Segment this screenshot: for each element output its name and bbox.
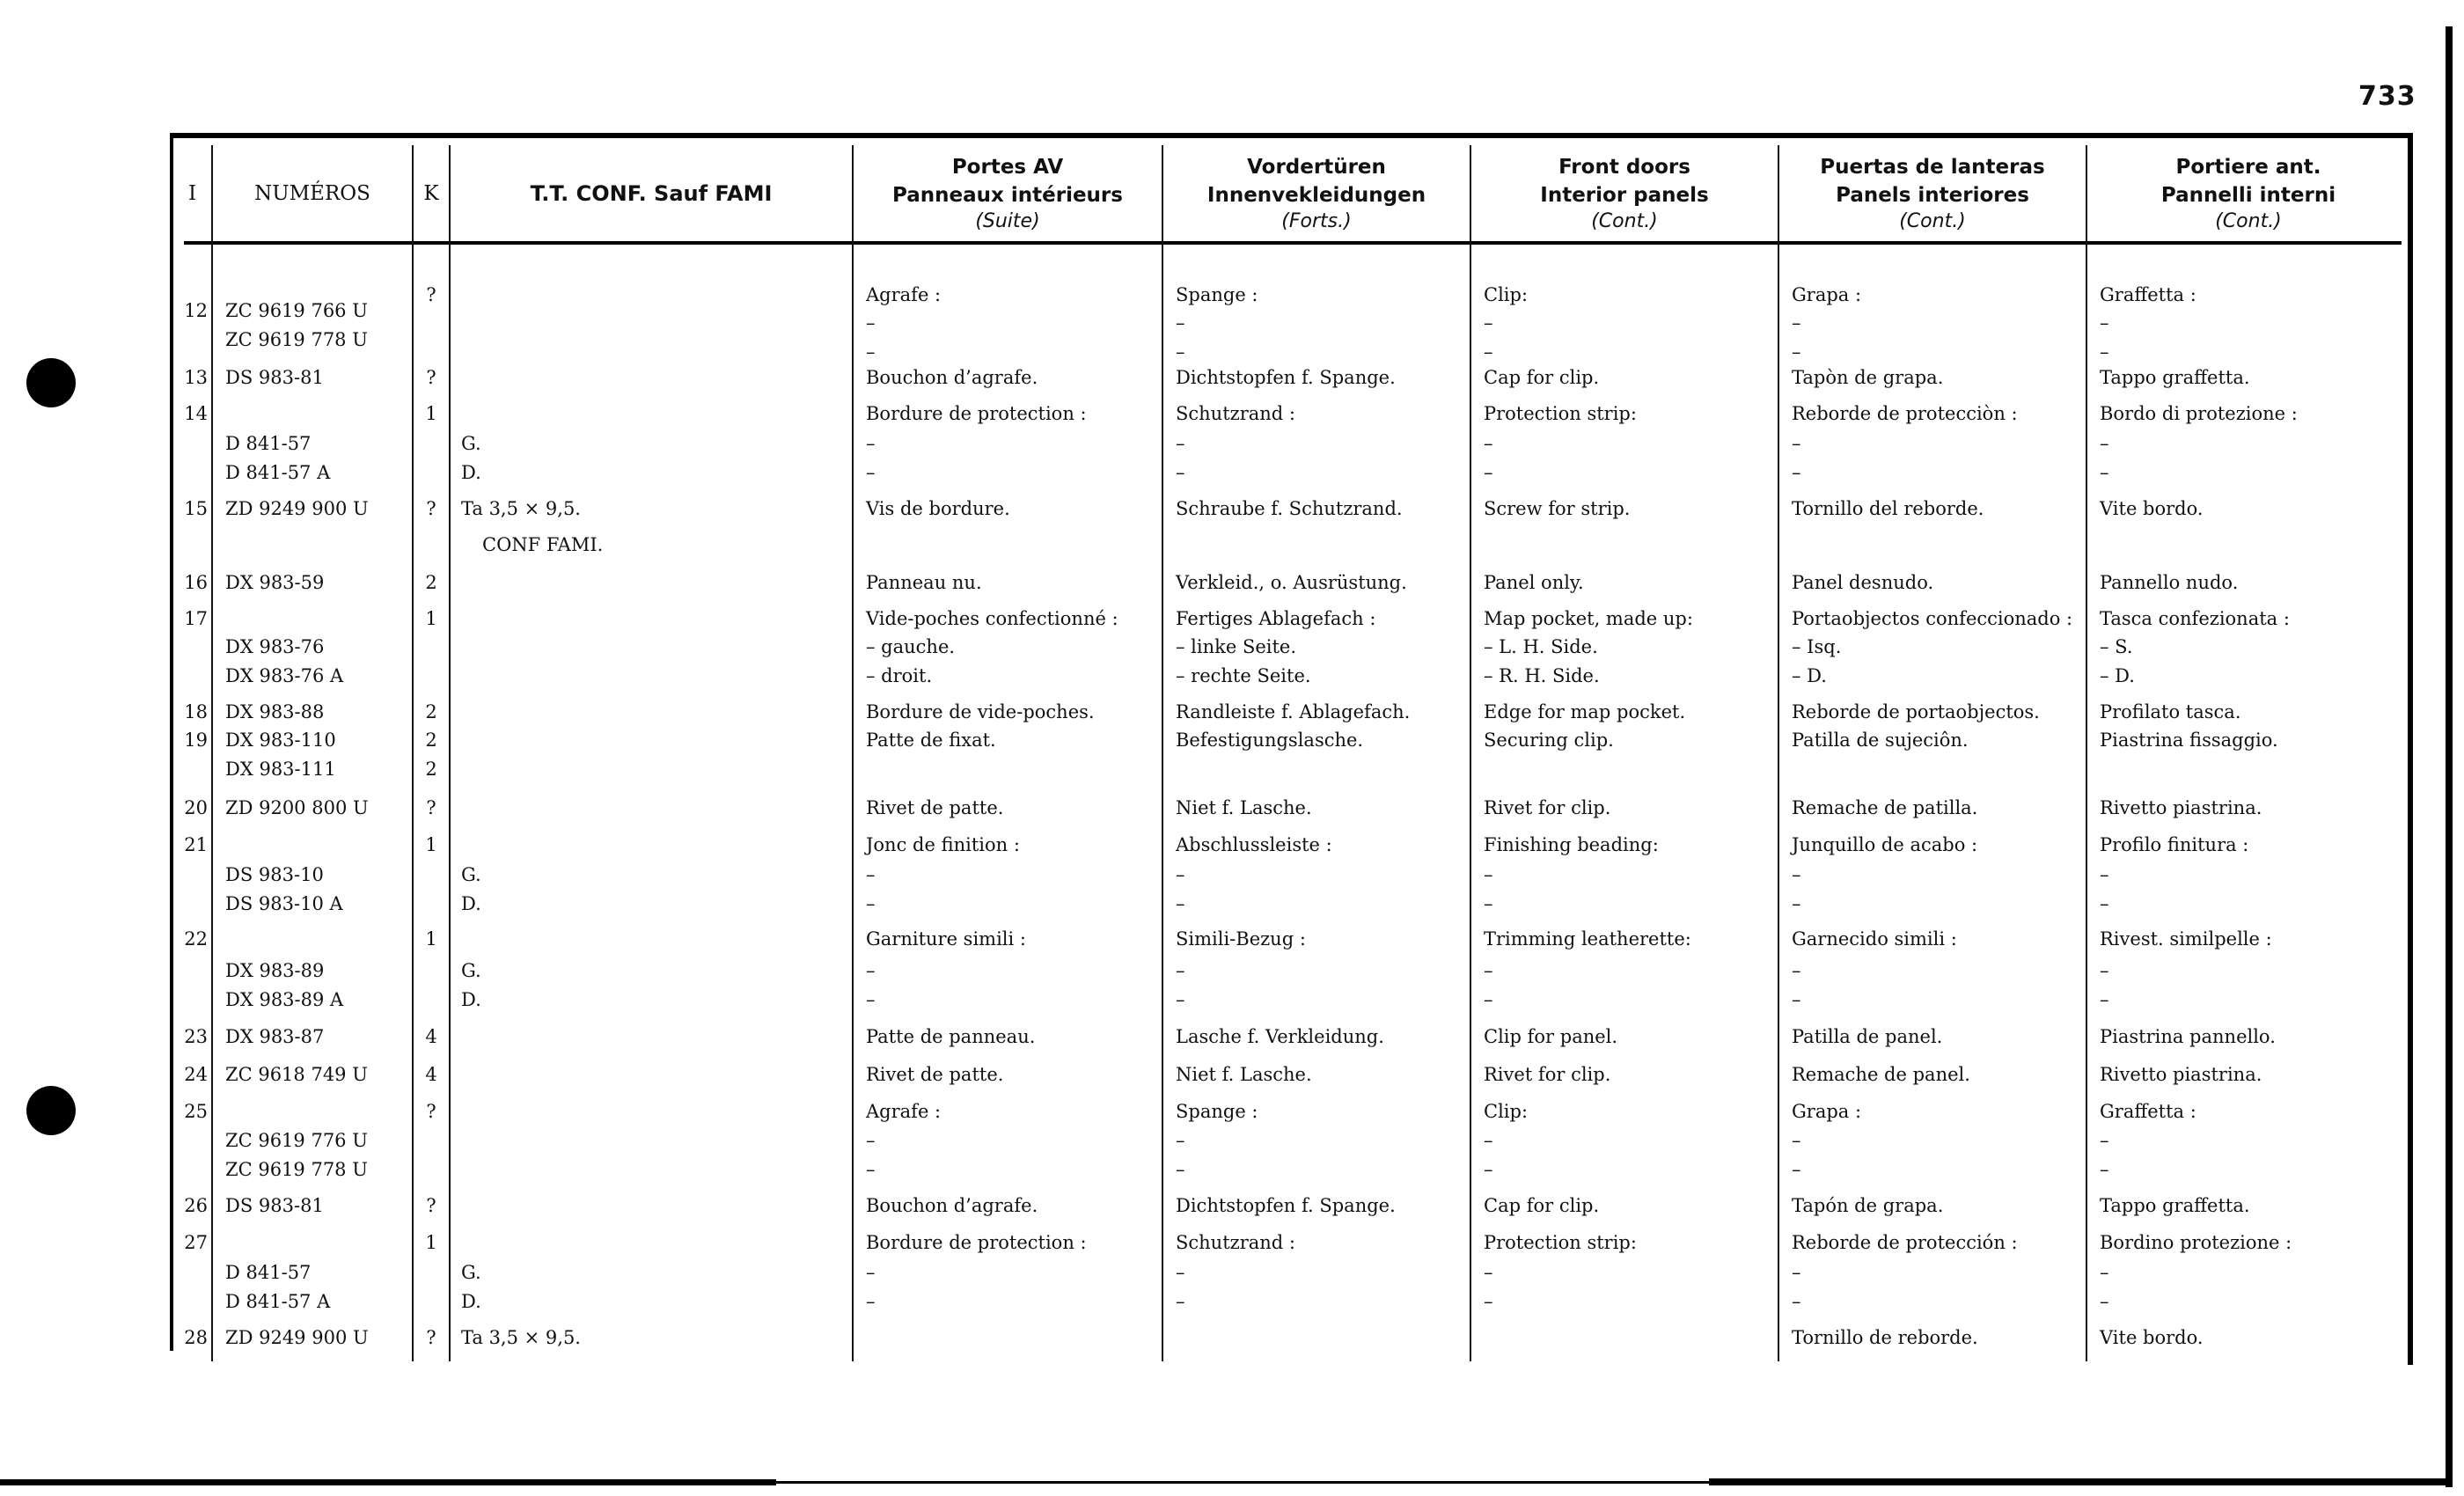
- cell-italian: Profilato tasca.: [2100, 701, 2241, 722]
- cell-english: –: [1484, 1130, 1493, 1151]
- cell-spanish: –: [1792, 341, 1801, 363]
- header-es-title: Puertas de lanteras: [1820, 156, 2045, 179]
- cell-italian: Rivetto piastrina.: [2100, 1064, 2262, 1085]
- cell-italian: Piastrina fissaggio.: [2100, 730, 2278, 751]
- cell-english: Clip:: [1484, 1101, 1529, 1122]
- cell-english: Screw for strip.: [1484, 498, 1631, 519]
- cell-italian: –: [2100, 341, 2109, 363]
- cell-configuration: G.: [461, 960, 481, 981]
- cell-french: –: [866, 1262, 876, 1283]
- cell-item-number: 28: [184, 1327, 208, 1348]
- column-divider: [1470, 145, 1471, 1361]
- cell-part-number: DX 983-110: [225, 730, 336, 751]
- cell-italian: Rivetto piastrina.: [2100, 797, 2262, 818]
- cell-english: Cap for clip.: [1484, 1195, 1600, 1216]
- cell-english: Clip:: [1484, 284, 1529, 305]
- cell-part-number: DX 983-89: [225, 960, 325, 981]
- column-divider: [1778, 145, 1779, 1361]
- cell-quantity: 1: [425, 608, 437, 629]
- cell-english: Protection strip:: [1484, 1232, 1637, 1253]
- cell-english: –: [1484, 1159, 1493, 1180]
- cell-part-number: ZC 9619 778 U: [225, 329, 368, 350]
- cell-italian: –: [2100, 989, 2109, 1010]
- cell-italian: – S.: [2100, 636, 2133, 657]
- cell-italian: –: [2100, 1291, 2109, 1312]
- cell-english: –: [1484, 989, 1493, 1010]
- cell-english: –: [1484, 312, 1493, 334]
- cell-quantity: 4: [425, 1064, 437, 1085]
- cell-italian: –: [2100, 893, 2109, 914]
- binder-hole: [26, 1086, 76, 1135]
- cell-quantity: 2: [425, 572, 437, 593]
- table-frame-right: [2408, 133, 2413, 1365]
- cell-item-number: 15: [184, 498, 208, 519]
- cell-french: –: [866, 462, 876, 483]
- cell-part-number: D 841-57 A: [225, 1291, 331, 1312]
- cell-german: Dichtstopfen f. Spange.: [1176, 1195, 1396, 1216]
- cell-spanish: Tornillo de reborde.: [1792, 1327, 1978, 1348]
- cell-part-number: DS 983-81: [225, 367, 324, 388]
- cell-german: –: [1176, 864, 1185, 885]
- cell-part-number: ZC 9619 776 U: [225, 1130, 368, 1151]
- cell-italian: –: [2100, 462, 2109, 483]
- cell-german: Simili-Bezug :: [1176, 928, 1306, 950]
- cell-part-number: ZD 9249 900 U: [225, 498, 369, 519]
- cell-part-number: DX 983-59: [225, 572, 325, 593]
- cell-german: Dichtstopfen f. Spange.: [1176, 367, 1396, 388]
- cell-english: –: [1484, 864, 1493, 885]
- cell-german: –: [1176, 1262, 1185, 1283]
- table-frame-left: [170, 133, 173, 1351]
- cell-english: –: [1484, 462, 1493, 483]
- cell-part-number: DX 983-76: [225, 636, 325, 657]
- cell-part-number: D 841-57: [225, 1262, 312, 1283]
- cell-part-number: D 841-57: [225, 433, 312, 454]
- column-divider: [412, 145, 414, 1361]
- cell-italian: –: [2100, 960, 2109, 981]
- cell-german: –: [1176, 893, 1185, 914]
- cell-item-number: 12: [184, 300, 208, 321]
- cell-german: – rechte Seite.: [1176, 665, 1311, 686]
- cell-part-number: DX 983-76 A: [225, 665, 344, 686]
- cell-spanish: –: [1792, 960, 1801, 981]
- cell-german: –: [1176, 1130, 1185, 1151]
- cell-item-number: 13: [184, 367, 208, 388]
- cell-german: Schutzrand :: [1176, 403, 1295, 424]
- page-edge-rule: [2446, 26, 2453, 1487]
- cell-french: Agrafe :: [866, 284, 942, 305]
- cell-french: Bouchon d’agrafe.: [866, 1195, 1038, 1216]
- cell-part-number: ZD 9200 800 U: [225, 797, 369, 818]
- cell-italian: Piastrina pannello.: [2100, 1026, 2276, 1047]
- cell-item-number: 19: [184, 730, 208, 751]
- header-col-fr: [854, 145, 1162, 242]
- cell-spanish: –: [1792, 462, 1801, 483]
- cell-english: Clip for panel.: [1484, 1026, 1618, 1047]
- cell-configuration: G.: [461, 864, 481, 885]
- cell-part-number: DX 983-111: [225, 759, 336, 780]
- binder-hole: [26, 358, 76, 407]
- cell-quantity: 2: [425, 759, 437, 780]
- cell-english: Trimming leatherette:: [1484, 928, 1691, 950]
- cell-french: – gauche.: [866, 636, 956, 657]
- header-es-note: (Cont.): [1899, 210, 1966, 232]
- cell-german: Fertiges Ablagefach :: [1176, 608, 1376, 629]
- cell-quantity: ?: [426, 367, 436, 388]
- cell-english: Finishing beading:: [1484, 834, 1659, 855]
- cell-part-number: ZD 9249 900 U: [225, 1327, 369, 1348]
- cell-part-number: ZC 9619 766 U: [225, 300, 368, 321]
- cell-item-number: 22: [184, 928, 208, 950]
- cell-german: –: [1176, 989, 1185, 1010]
- cell-german: Niet f. Lasche.: [1176, 797, 1312, 818]
- cell-french: –: [866, 341, 876, 363]
- cell-spanish: Portaobjectos confeccionado :: [1792, 608, 2073, 629]
- cell-english: –: [1484, 433, 1493, 454]
- column-divider: [211, 145, 213, 1361]
- cell-configuration: G.: [461, 1262, 481, 1283]
- cell-french: –: [866, 864, 876, 885]
- cell-part-number: DX 983-89 A: [225, 989, 344, 1010]
- cell-spanish: –: [1792, 1159, 1801, 1180]
- cell-english: –: [1484, 341, 1493, 363]
- cell-part-number: DX 983-87: [225, 1026, 325, 1047]
- cell-quantity: 2: [425, 701, 437, 722]
- header-col-en: [1471, 145, 1778, 242]
- cell-spanish: Reborde de protecciòn :: [1792, 403, 2018, 424]
- cell-french: –: [866, 989, 876, 1010]
- header-col-i: I: [187, 182, 197, 205]
- cell-item-number: 14: [184, 403, 208, 424]
- header-en-note: (Cont.): [1591, 210, 1658, 232]
- cell-part-number: DX 983-88: [225, 701, 325, 722]
- column-divider: [449, 145, 451, 1361]
- cell-italian: Graffetta :: [2100, 284, 2196, 305]
- cell-spanish: Grapa :: [1792, 1101, 1862, 1122]
- cell-german: –: [1176, 312, 1185, 334]
- cell-french: Patte de fixat.: [866, 730, 996, 751]
- cell-italian: –: [2100, 312, 2109, 334]
- cell-quantity: ?: [426, 797, 436, 818]
- cell-quantity: ?: [426, 498, 436, 519]
- cell-french: Rivet de patte.: [866, 1064, 1004, 1085]
- header-fr-note: (Suite): [975, 210, 1040, 232]
- cell-italian: Tappo graffetta.: [2100, 1195, 2250, 1216]
- header-fr-subtitle: Panneaux intérieurs: [892, 184, 1123, 207]
- cell-quantity: 2: [425, 730, 437, 751]
- cell-spanish: Tapón de grapa.: [1792, 1195, 1944, 1216]
- cell-german: Schraube f. Schutzrand.: [1176, 498, 1403, 519]
- page-bottom-rule: [1709, 1478, 2453, 1485]
- cell-item-number: 17: [184, 608, 208, 629]
- cell-german: Verkleid., o. Ausrüstung.: [1176, 572, 1407, 593]
- cell-spanish: Reborde de protección :: [1792, 1232, 2018, 1253]
- cell-spanish: Tornillo del reborde.: [1792, 498, 1984, 519]
- header-col-k: K: [423, 182, 439, 205]
- cell-part-number: ZC 9619 778 U: [225, 1159, 368, 1180]
- cell-italian: Profilo finitura :: [2100, 834, 2249, 855]
- cell-item-number: 27: [184, 1232, 208, 1253]
- cell-english: Rivet for clip.: [1484, 797, 1611, 818]
- cell-french: Jonc de finition :: [866, 834, 1020, 855]
- cell-italian: –: [2100, 864, 2109, 885]
- cell-configuration: D.: [461, 1291, 481, 1312]
- cell-item-number: 21: [184, 834, 208, 855]
- cell-italian: Graffetta :: [2100, 1101, 2196, 1122]
- cell-italian: –: [2100, 433, 2109, 454]
- cell-quantity: 1: [425, 834, 437, 855]
- header-en-subtitle: Interior panels: [1540, 184, 1709, 207]
- header-it-subtitle: Pannelli interni: [2160, 184, 2336, 207]
- cell-item-number: 20: [184, 797, 208, 818]
- cell-item-number: 24: [184, 1064, 208, 1085]
- column-divider: [852, 145, 854, 1361]
- cell-configuration: D.: [461, 989, 481, 1010]
- cell-german: Lasche f. Verkleidung.: [1176, 1026, 1384, 1047]
- header-col-es: [1779, 145, 2086, 242]
- page-bottom-rule: [0, 1479, 776, 1485]
- header-col-de: [1163, 145, 1470, 242]
- cell-italian: Rivest. similpelle :: [2100, 928, 2272, 950]
- cell-spanish: Junquillo de acabo :: [1792, 834, 1978, 855]
- cell-quantity: 4: [425, 1026, 437, 1047]
- cell-french: Bordure de protection :: [866, 403, 1087, 424]
- cell-spanish: – D.: [1792, 665, 1827, 686]
- cell-german: – linke Seite.: [1176, 636, 1297, 657]
- cell-italian: Tasca confezionata :: [2100, 608, 2290, 629]
- cell-italian: –: [2100, 1130, 2109, 1151]
- cell-italian: –: [2100, 1262, 2109, 1283]
- cell-item-number: 16: [184, 572, 208, 593]
- cell-spanish: –: [1792, 1130, 1801, 1151]
- cell-configuration: Ta 3,5 × 9,5.: [461, 1327, 581, 1348]
- cell-spanish: Patilla de sujeciôn.: [1792, 730, 1969, 751]
- cell-french: –: [866, 433, 876, 454]
- cell-spanish: Panel desnudo.: [1792, 572, 1934, 593]
- header-it-title: Portiere ant.: [2175, 156, 2321, 179]
- cell-spanish: –: [1792, 1262, 1801, 1283]
- header-de-title: Vordertüren: [1247, 156, 1386, 179]
- cell-spanish: – Isq.: [1792, 636, 1842, 657]
- cell-spanish: Remache de panel.: [1792, 1064, 1970, 1085]
- cell-item-number: 25: [184, 1101, 208, 1122]
- cell-french: Bordure de vide-poches.: [866, 701, 1095, 722]
- cell-french: – droit.: [866, 665, 933, 686]
- cell-part-number: D 841-57 A: [225, 462, 331, 483]
- cell-part-number: DS 983-10: [225, 864, 324, 885]
- header-col-it: [2087, 145, 2409, 242]
- cell-quantity: ?: [426, 1327, 436, 1348]
- cell-french: Bordure de protection :: [866, 1232, 1087, 1253]
- header-de-subtitle: Innenvekleidungen: [1206, 184, 1426, 207]
- cell-italian: Vite bordo.: [2100, 498, 2204, 519]
- cell-french: Vis de bordure.: [866, 498, 1010, 519]
- cell-french: –: [866, 1159, 876, 1180]
- cell-spanish: –: [1792, 312, 1801, 334]
- cell-spanish: Remache de patilla.: [1792, 797, 1978, 818]
- cell-italian: –: [2100, 1159, 2109, 1180]
- cell-spanish: –: [1792, 1291, 1801, 1312]
- cell-spanish: –: [1792, 893, 1801, 914]
- cell-french: Vide-poches confectionné :: [866, 608, 1118, 629]
- cell-configuration-note: CONF FAMI.: [482, 534, 604, 555]
- cell-german: –: [1176, 960, 1185, 981]
- cell-spanish: Reborde de portaobjectos.: [1792, 701, 2040, 722]
- cell-configuration: Ta 3,5 × 9,5.: [461, 498, 581, 519]
- cell-english: – L. H. Side.: [1484, 636, 1598, 657]
- cell-german: Befestigungslasche.: [1176, 730, 1364, 751]
- cell-configuration: D.: [461, 893, 481, 914]
- cell-english: Securing clip.: [1484, 730, 1614, 751]
- cell-italian: Vite bordo.: [2100, 1327, 2204, 1348]
- cell-italian: Bordo di protezione :: [2100, 403, 2298, 424]
- cell-french: –: [866, 893, 876, 914]
- cell-german: –: [1176, 1291, 1185, 1312]
- header-it-note: (Cont.): [2215, 210, 2282, 232]
- cell-german: Spange :: [1176, 284, 1258, 305]
- header-es-subtitle: Panels interiores: [1836, 184, 2029, 207]
- cell-quantity: ?: [426, 1195, 436, 1216]
- cell-part-number: ZC 9618 749 U: [225, 1064, 368, 1085]
- cell-english: Cap for clip.: [1484, 367, 1600, 388]
- cell-english: Edge for map pocket.: [1484, 701, 1686, 722]
- cell-english: Panel only.: [1484, 572, 1584, 593]
- cell-german: –: [1176, 341, 1185, 363]
- cell-french: Rivet de patte.: [866, 797, 1004, 818]
- cell-configuration: D.: [461, 462, 481, 483]
- page-number: 733: [2358, 81, 2416, 112]
- cell-french: –: [866, 1291, 876, 1312]
- cell-spanish: –: [1792, 433, 1801, 454]
- cell-quantity: ?: [426, 284, 436, 305]
- cell-item-number: 23: [184, 1026, 208, 1047]
- cell-german: Niet f. Lasche.: [1176, 1064, 1312, 1085]
- page-bottom-rule: [776, 1481, 1709, 1484]
- cell-spanish: Patilla de panel.: [1792, 1026, 1943, 1047]
- cell-english: Map pocket, made up:: [1484, 608, 1693, 629]
- cell-german: Randleiste f. Ablagefach.: [1176, 701, 1411, 722]
- cell-english: –: [1484, 960, 1493, 981]
- cell-french: –: [866, 960, 876, 981]
- cell-french: Agrafe :: [866, 1101, 942, 1122]
- cell-french: Panneau nu.: [866, 572, 982, 593]
- cell-spanish: Garnecido simili :: [1792, 928, 1957, 950]
- cell-german: –: [1176, 462, 1185, 483]
- cell-english: Protection strip:: [1484, 403, 1637, 424]
- cell-quantity: 1: [425, 928, 437, 950]
- cell-french: –: [866, 1130, 876, 1151]
- table-frame-top: [170, 133, 2411, 138]
- cell-italian: Pannello nudo.: [2100, 572, 2239, 593]
- cell-french: –: [866, 312, 876, 334]
- cell-german: Abschlussleiste :: [1176, 834, 1332, 855]
- cell-italian: Tappo graffetta.: [2100, 367, 2250, 388]
- header-fr-title: Portes AV: [951, 156, 1064, 179]
- cell-spanish: Grapa :: [1792, 284, 1862, 305]
- cell-english: – R. H. Side.: [1484, 665, 1600, 686]
- cell-part-number: DS 983-81: [225, 1195, 324, 1216]
- cell-french: Patte de panneau.: [866, 1026, 1036, 1047]
- cell-quantity: ?: [426, 1101, 436, 1122]
- cell-german: Spange :: [1176, 1101, 1258, 1122]
- column-divider: [1162, 145, 1163, 1361]
- cell-quantity: 1: [425, 403, 437, 424]
- cell-part-number: DS 983-10 A: [225, 893, 343, 914]
- header-col-conf: T.T. CONF. Sauf FAMI: [530, 181, 773, 206]
- cell-german: Schutzrand :: [1176, 1232, 1295, 1253]
- cell-german: –: [1176, 433, 1185, 454]
- cell-configuration: G.: [461, 433, 481, 454]
- cell-german: –: [1176, 1159, 1185, 1180]
- cell-spanish: –: [1792, 989, 1801, 1010]
- cell-italian: – D.: [2100, 665, 2135, 686]
- cell-english: –: [1484, 1291, 1493, 1312]
- header-col-numeros: NUMÉROS: [254, 182, 370, 205]
- cell-italian: Bordino protezione :: [2100, 1232, 2292, 1253]
- cell-spanish: –: [1792, 864, 1801, 885]
- cell-french: Garniture simili :: [866, 928, 1026, 950]
- header-de-note: (Forts.): [1281, 210, 1352, 232]
- cell-quantity: 1: [425, 1232, 437, 1253]
- header-en-title: Front doors: [1558, 156, 1690, 179]
- cell-spanish: Tapòn de grapa.: [1792, 367, 1944, 388]
- cell-item-number: 18: [184, 701, 208, 722]
- cell-french: Bouchon d’agrafe.: [866, 367, 1038, 388]
- cell-english: Rivet for clip.: [1484, 1064, 1611, 1085]
- cell-english: –: [1484, 893, 1493, 914]
- cell-item-number: 26: [184, 1195, 208, 1216]
- column-divider: [2086, 145, 2087, 1361]
- cell-english: –: [1484, 1262, 1493, 1283]
